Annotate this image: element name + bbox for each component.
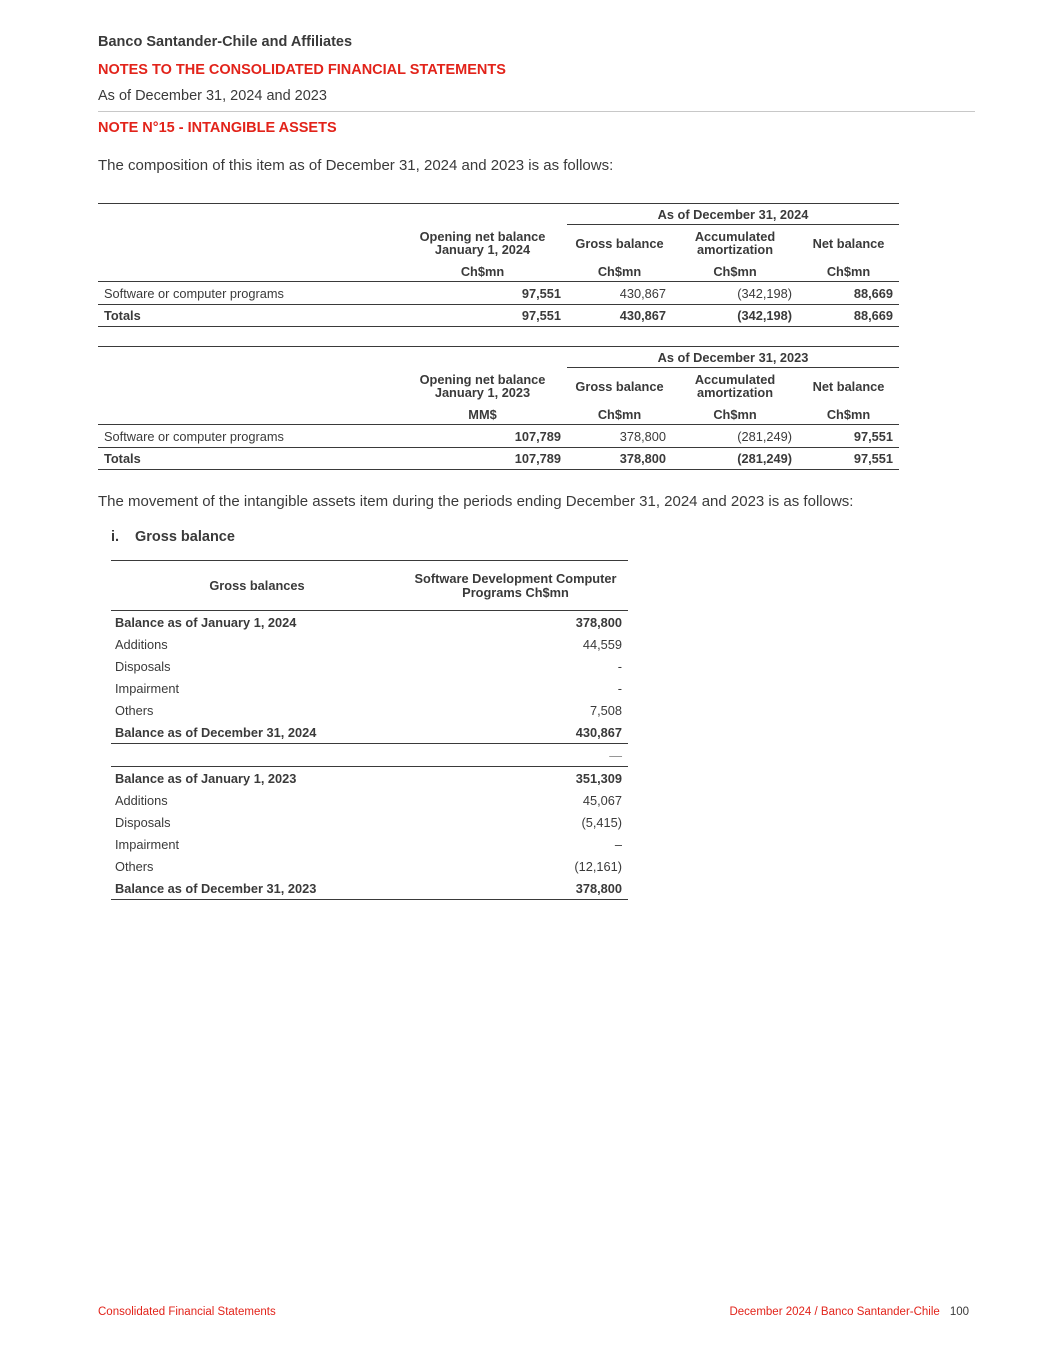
row-value: 44,559 bbox=[582, 636, 622, 652]
table-row bbox=[111, 699, 628, 721]
col-accum-header: Accumulated amortization bbox=[694, 372, 776, 400]
row-label bbox=[111, 744, 403, 767]
net-total: 97,551 bbox=[798, 448, 899, 470]
footer-left: Consolidated Financial Statements bbox=[98, 1306, 276, 1318]
table-row bbox=[111, 811, 628, 833]
row-label: Additions bbox=[115, 636, 168, 652]
table-row bbox=[111, 721, 628, 744]
col-gross-balances-header: Gross balances bbox=[111, 561, 403, 611]
row-label: Software or computer programs bbox=[104, 285, 284, 301]
table-row bbox=[111, 744, 628, 767]
unit-label: Ch$mn bbox=[398, 261, 567, 282]
net-total: 88,669 bbox=[798, 305, 899, 327]
notes-title: NOTES TO THE CONSOLIDATED FINANCIAL STATEMENTS bbox=[98, 62, 506, 78]
col-net-header: Net balance bbox=[812, 378, 885, 394]
row-label: Others bbox=[115, 702, 154, 718]
movement-intro: The movement of the intangible assets item during the periods ending December 31, 2024 and 2023 is as follows: bbox=[98, 493, 854, 510]
unit-label: Ch$mn bbox=[567, 261, 672, 282]
totals-label: Totals bbox=[98, 305, 398, 327]
table-row bbox=[98, 425, 899, 448]
page-number: 100 bbox=[949, 1306, 969, 1318]
unit-label: Ch$mn bbox=[798, 404, 899, 425]
gross-value: 430,867 bbox=[619, 285, 666, 301]
col-opening-header: Opening net balance January 1, 2024 bbox=[419, 228, 546, 257]
col-accum-header: Accumulated amortization bbox=[694, 229, 776, 257]
unit-label: MM$ bbox=[398, 404, 567, 425]
section-number: i. bbox=[111, 529, 120, 545]
opening-value: 97,551 bbox=[521, 285, 561, 301]
net-value: 88,669 bbox=[853, 285, 894, 301]
row-value: (5,415) bbox=[581, 814, 622, 830]
footer-right bbox=[729, 1306, 969, 1318]
company-name: Banco Santander-Chile and Affiliates bbox=[98, 34, 353, 50]
table-header-row bbox=[111, 561, 628, 611]
composition-intro: The composition of this item as of December 31, 2024 and 2023 is as follows: bbox=[98, 157, 614, 174]
totals-row bbox=[98, 305, 899, 327]
table-row bbox=[111, 767, 628, 790]
row-label: Disposals bbox=[115, 658, 171, 674]
footer-title: December 2024 / Banco Santander-Chile bbox=[729, 1306, 940, 1318]
row-value: 430,867 bbox=[403, 721, 628, 744]
row-value: 7,508 bbox=[589, 702, 622, 718]
totals-label: Totals bbox=[98, 448, 398, 470]
table-row bbox=[111, 789, 628, 811]
table-row bbox=[98, 282, 899, 305]
gross-value: 378,800 bbox=[619, 428, 666, 444]
row-label: Software or computer programs bbox=[104, 428, 284, 444]
table-row bbox=[98, 404, 899, 425]
totals-row bbox=[98, 448, 899, 470]
table-row bbox=[98, 261, 899, 282]
as-of-date: As of December 31, 2024 and 2023 bbox=[98, 88, 327, 104]
row-value: — bbox=[403, 744, 628, 767]
opening-total: 97,551 bbox=[398, 305, 567, 327]
row-label: Impairment bbox=[115, 680, 180, 696]
net-value: 97,551 bbox=[853, 428, 894, 444]
row-label: Balance as of December 31, 2024 bbox=[111, 721, 403, 744]
unit-label: Ch$mn bbox=[567, 404, 672, 425]
table-row bbox=[111, 611, 628, 634]
gross-total: 430,867 bbox=[567, 305, 672, 327]
row-label: Disposals bbox=[115, 814, 171, 830]
header-divider bbox=[98, 111, 975, 112]
col-opening-header: Opening net balance January 1, 2023 bbox=[419, 371, 546, 400]
composition-table-2023 bbox=[98, 346, 899, 470]
table-row bbox=[111, 855, 628, 877]
row-value: - bbox=[617, 680, 622, 696]
accum-total: (342,198) bbox=[672, 305, 798, 327]
table-row bbox=[111, 877, 628, 900]
table-row bbox=[111, 677, 628, 699]
unit-label: Ch$mn bbox=[798, 261, 899, 282]
unit-label: Ch$mn bbox=[672, 261, 798, 282]
table-row bbox=[98, 368, 899, 405]
period-header: As of December 31, 2023 bbox=[567, 347, 899, 368]
accum-total: (281,249) bbox=[672, 448, 798, 470]
row-label: Balance as of January 1, 2024 bbox=[115, 614, 297, 630]
row-value: 378,800 bbox=[403, 877, 628, 900]
row-value: 45,067 bbox=[582, 792, 622, 808]
row-value: - bbox=[617, 658, 622, 674]
gross-total: 378,800 bbox=[567, 448, 672, 470]
gross-balance-table bbox=[111, 560, 628, 900]
accum-value: (281,249) bbox=[737, 428, 792, 444]
row-label: Others bbox=[115, 858, 154, 874]
table-row bbox=[111, 655, 628, 677]
table-row bbox=[98, 347, 899, 368]
opening-total: 107,789 bbox=[398, 448, 567, 470]
col-software-header: Software Development Computer Programs Ch$mn bbox=[403, 561, 628, 611]
row-value: – bbox=[614, 836, 622, 852]
col-gross-header: Gross balance bbox=[575, 378, 664, 394]
gross-balance-heading bbox=[111, 529, 235, 545]
row-label: Impairment bbox=[115, 836, 180, 852]
section-title: Gross balance bbox=[135, 529, 235, 545]
accum-value: (342,198) bbox=[737, 285, 792, 301]
period-header: As of December 31, 2024 bbox=[567, 204, 899, 225]
row-label: Balance as of January 1, 2023 bbox=[115, 770, 297, 786]
row-label: Balance as of December 31, 2023 bbox=[111, 877, 403, 900]
unit-label: Ch$mn bbox=[672, 404, 798, 425]
row-value: (12,161) bbox=[574, 858, 622, 874]
note-title: NOTE N°15 - INTANGIBLE ASSETS bbox=[98, 120, 337, 136]
row-label: Additions bbox=[115, 792, 168, 808]
table-row bbox=[98, 225, 899, 262]
row-value: 351,309 bbox=[575, 770, 622, 786]
col-net-header: Net balance bbox=[812, 235, 885, 251]
table-row bbox=[98, 204, 899, 225]
composition-table-2024 bbox=[98, 203, 899, 327]
table-row bbox=[111, 633, 628, 655]
table-row bbox=[111, 833, 628, 855]
col-gross-header: Gross balance bbox=[575, 235, 664, 251]
row-value: 378,800 bbox=[575, 614, 622, 630]
opening-value: 107,789 bbox=[514, 428, 561, 444]
